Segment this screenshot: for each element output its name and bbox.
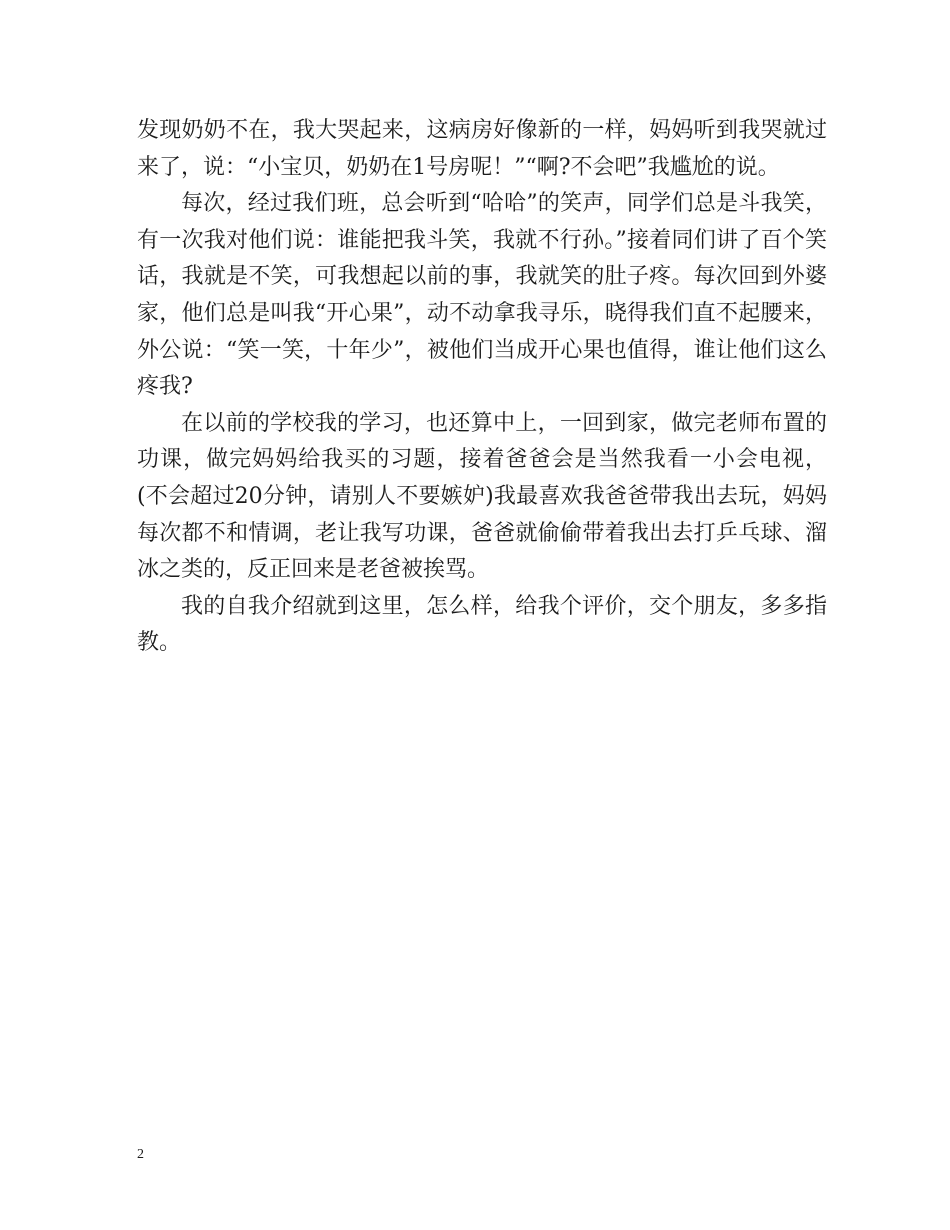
page-number: 2 xyxy=(137,1147,144,1162)
paragraph-closing: 我的自我介绍就到这里，怎么样，给我个评价，交个朋友，多多指教。 xyxy=(137,593,827,656)
document-body xyxy=(137,113,827,662)
paragraph-study: 在以前的学校我的学习，也还算中上，一回到家，做完老师布置的功课，做完妈妈给我买的习题，接着爸爸会是当然我看一小会电视，(不会超过20分钟，请别人不要嫉妒)我最喜欢我爸爸带我出去玩，妈妈每次都不和情调，老让我写功课，爸爸就偷偷带着我出去打乒乓球、溜冰之类的，反正回来是老爸被挨骂。 xyxy=(137,410,827,583)
paragraph-laughter: 每次，经过我们班，总会听到“哈哈”的笑声，同学们总是斗我笑，有一次我对他们说：谁能把我斗笑，我就不行孙。”接着同们讲了百个笑话，我就是不笑，可我想起以前的事，我就笑的肚子疼。每次回到外婆家，他们总是叫我“开心果”，动不动拿我寻乐，晓得我们直不起腰来，外公说：“笑一笑，十年少”，被他们当成开心果也值得，谁让他们这么疼我? xyxy=(137,191,827,400)
paragraph-continuation: 发现奶奶不在，我大哭起来，这病房好像新的一样，妈妈听到我哭就过来了，说：“小宝贝，奶奶在1号房呢！”“啊?不会吧”我尴尬的说。 xyxy=(137,118,827,180)
